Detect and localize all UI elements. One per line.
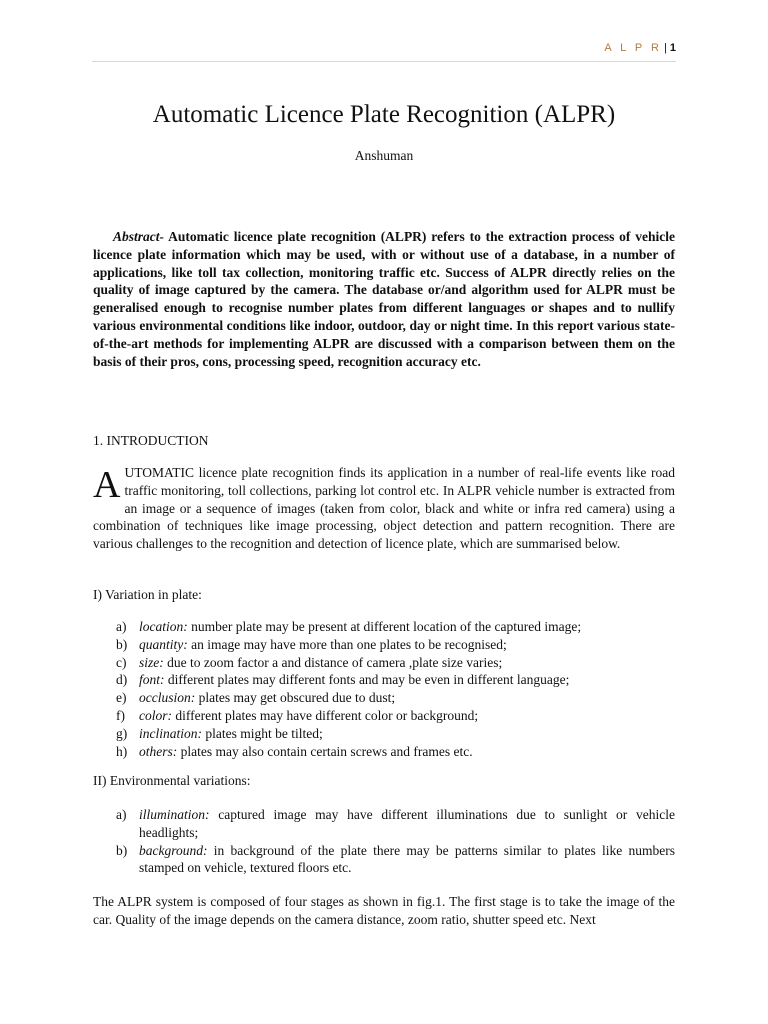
- list-item: [116, 636, 675, 654]
- list-term: size:: [139, 654, 164, 670]
- running-title: A L P R: [604, 42, 663, 54]
- header-separator: |: [664, 42, 667, 54]
- list-text: plates might be tilted;: [202, 725, 323, 741]
- list-marker: h): [116, 743, 128, 759]
- list-text: in background of the plate there may be patterns similar to plates like numbers stamped on vehicle, textured floors etc.: [139, 842, 675, 876]
- list-term: illumination:: [139, 807, 210, 822]
- list-text: different plates may have different color or background;: [172, 707, 479, 723]
- list-marker: g): [116, 725, 128, 741]
- list-item: [116, 689, 675, 707]
- list-marker: b): [116, 842, 128, 858]
- list-marker: d): [116, 672, 128, 688]
- variation-plate-list: [116, 618, 675, 760]
- environmental-list: [116, 806, 675, 877]
- author-name: Anshuman: [354, 148, 414, 163]
- document-title: Automatic Licence Plate Recognition (ALPR): [152, 101, 616, 128]
- list-text: due to zoom factor a and distance of camera ,plate size varies;: [163, 654, 503, 670]
- list-item: [116, 743, 675, 761]
- list-item: [116, 654, 675, 672]
- list-text: number plate may be present at different location of the captured image;: [187, 619, 582, 634]
- list-text: plates may also contain certain screws and frames etc.: [177, 743, 473, 759]
- list-term: location:: [139, 619, 188, 634]
- list-item: [116, 618, 675, 636]
- abstract-paragraph: [93, 228, 675, 370]
- section-heading-introduction: 1. INTRODUCTION: [93, 433, 209, 448]
- abstract-label: Abstract-: [113, 229, 165, 244]
- list-term: font:: [139, 672, 165, 688]
- list-item: [116, 671, 675, 689]
- introduction-text: UTOMATIC licence plate recognition finds its application in a number of real-life events like road traffic monitoring, toll collections, parking lot control etc. In ALPR vehicle number is extracted from an image or a sequence of images (taken from color, black and white or infra red camera) using a combination of techniques like image processing, object detection and pattern recognition. There are various challenges to the recognition and detection of licence plate, which are summarised below.: [93, 465, 675, 552]
- introduction-paragraph: [93, 464, 675, 553]
- list-marker: c): [116, 654, 127, 670]
- list-marker: a): [116, 619, 127, 634]
- list-item: [116, 842, 675, 878]
- closing-paragraph: The ALPR system is composed of four stages as shown in fig.1. The first stage is to take the image of the car. Quality of the image depends on the camera distance, zoom ratio, shutter speed etc. Next: [93, 894, 675, 927]
- drop-cap: A: [93, 464, 121, 506]
- page-number: 1: [669, 42, 676, 54]
- list-marker: e): [116, 690, 127, 706]
- list-item: [116, 707, 675, 725]
- list-text: captured image may have different illuminations due to sunlight or vehicle headlights;: [139, 807, 675, 840]
- list-term: inclination:: [139, 725, 202, 741]
- list-term: color:: [139, 707, 172, 723]
- list-marker: b): [116, 636, 128, 652]
- list-marker: a): [116, 807, 127, 822]
- list-term: others:: [139, 743, 178, 759]
- list-item: [116, 725, 675, 743]
- list-term: background:: [139, 842, 208, 858]
- abstract-text: Automatic licence plate recognition (ALPR) refers to the extraction process of vehicle licence plate information which may be used, with or without use of a database, in a number of applications, like toll tax collection, monitoring traffic etc. Success of ALPR directly relies on the quality of image captured by the camera. The database or/and algorithm used for ALPR must be generalised enough to recognise number plates from different languages or shapes and to nullify various environmental conditions like indoor, outdoor, day or night time. In this report various state-of-the-art methods for implementing ALPR are discussed with a comparison between them on the basis of their pros, cons, processing speed, recognition accuracy etc.: [93, 229, 675, 369]
- page-header: [604, 42, 676, 54]
- subheading-environmental-variations: II) Environmental variations:: [93, 773, 251, 788]
- list-term: occlusion:: [139, 690, 196, 706]
- list-text: an image may have more than one plates to be recognised;: [187, 636, 507, 652]
- header-rule: [92, 61, 676, 62]
- list-term: quantity:: [139, 636, 188, 652]
- list-item: [116, 806, 675, 842]
- list-marker: f): [116, 707, 125, 723]
- subheading-variation-in-plate: I) Variation in plate:: [93, 587, 202, 602]
- list-text: plates may get obscured due to dust;: [195, 690, 396, 706]
- list-text: different plates may different fonts and may be even in different language;: [164, 672, 570, 688]
